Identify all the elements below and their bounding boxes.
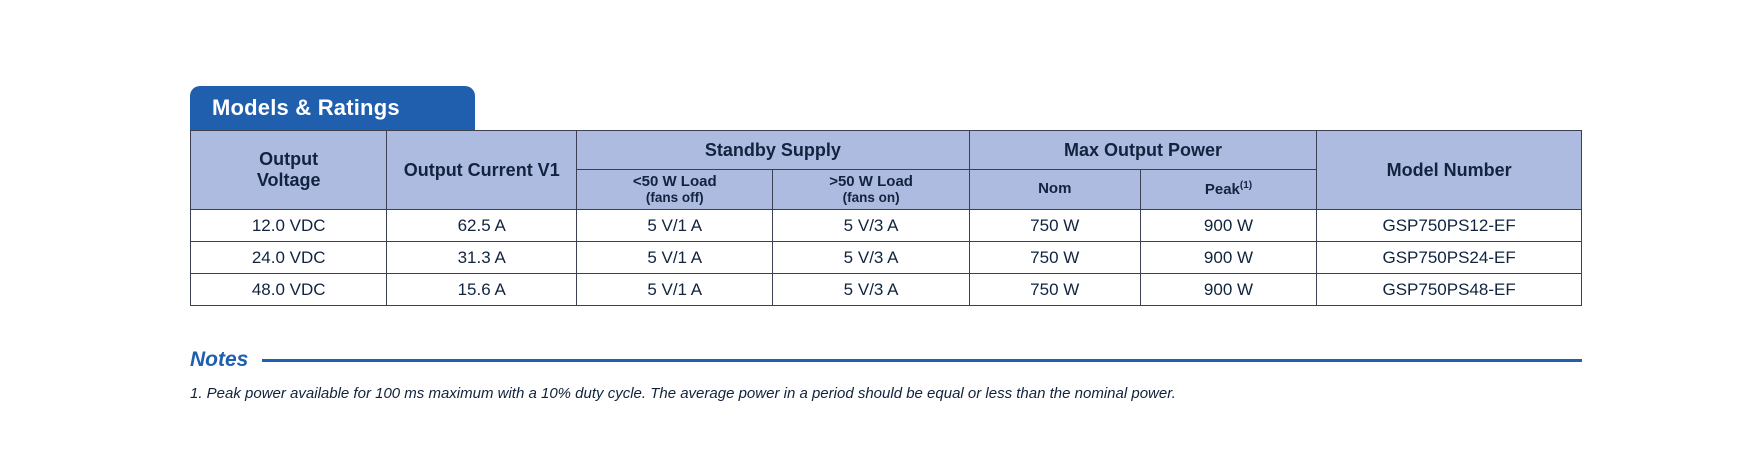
column-header-standby-high-load (773, 170, 969, 210)
standby-low-load-main: <50 W Load (632, 173, 717, 190)
cell-nominal-power: 750 W (969, 242, 1140, 274)
section-title-tab (190, 86, 475, 130)
cell-output-voltage: 48.0 VDC (191, 274, 387, 306)
column-header-standby-low-load (577, 170, 773, 210)
standby-high-load-main: >50 W Load (829, 173, 913, 190)
cell-standby-low: 5 V/1 A (577, 242, 773, 274)
table-body (191, 210, 1582, 306)
models-ratings-table-container (190, 130, 1582, 306)
notes-divider (262, 359, 1582, 362)
cell-standby-high: 5 V/3 A (773, 242, 969, 274)
table-row (191, 274, 1582, 306)
section-title-label: Models & Ratings (212, 95, 400, 120)
table-header-row-top (191, 131, 1582, 170)
output-voltage-line-1: Output (259, 149, 319, 170)
cell-output-voltage: 24.0 VDC (191, 242, 387, 274)
table-row (191, 210, 1582, 242)
column-header-output-current: Output Current V1 (387, 131, 577, 210)
cell-model-number: GSP750PS48-EF (1317, 274, 1582, 306)
peak-power-footnote-marker: (1) (1239, 180, 1253, 192)
models-ratings-table (190, 130, 1582, 306)
cell-model-number: GSP750PS12-EF (1317, 210, 1582, 242)
cell-model-number: GSP750PS24-EF (1317, 242, 1582, 274)
table-row (191, 242, 1582, 274)
table-header (191, 131, 1582, 210)
cell-standby-low: 5 V/1 A (577, 274, 773, 306)
cell-output-voltage: 12.0 VDC (191, 210, 387, 242)
cell-standby-low: 5 V/1 A (577, 210, 773, 242)
column-group-header-standby-supply: Standby Supply (577, 131, 970, 170)
standby-low-load-sub: (fans off) (645, 189, 704, 205)
notes-header (190, 348, 1582, 372)
cell-output-current: 31.3 A (387, 242, 577, 274)
peak-power-label: Peak (1204, 181, 1240, 199)
cell-output-current: 15.6 A (387, 274, 577, 306)
notes-item: 1. Peak power available for 100 ms maximum with a 10% duty cycle. The average power in a period should be equal or less than the nominal power. (190, 385, 1176, 402)
cell-standby-high: 5 V/3 A (773, 210, 969, 242)
column-header-model-number: Model Number (1317, 131, 1582, 210)
cell-peak-power: 900 W (1140, 242, 1317, 274)
cell-standby-high: 5 V/3 A (773, 274, 969, 306)
standby-high-load-sub: (fans on) (842, 189, 900, 205)
notes-section (190, 348, 1582, 404)
column-header-nominal-power: Nom (969, 170, 1140, 210)
cell-peak-power: 900 W (1140, 210, 1317, 242)
column-header-peak-power (1140, 170, 1317, 210)
column-group-header-max-output-power: Max Output Power (969, 131, 1316, 170)
notes-title: Notes (190, 348, 249, 371)
cell-output-current: 62.5 A (387, 210, 577, 242)
output-voltage-line-2: Voltage (256, 170, 321, 191)
cell-nominal-power: 750 W (969, 274, 1140, 306)
cell-nominal-power: 750 W (969, 210, 1140, 242)
column-header-output-voltage (191, 131, 387, 210)
cell-peak-power: 900 W (1140, 274, 1317, 306)
